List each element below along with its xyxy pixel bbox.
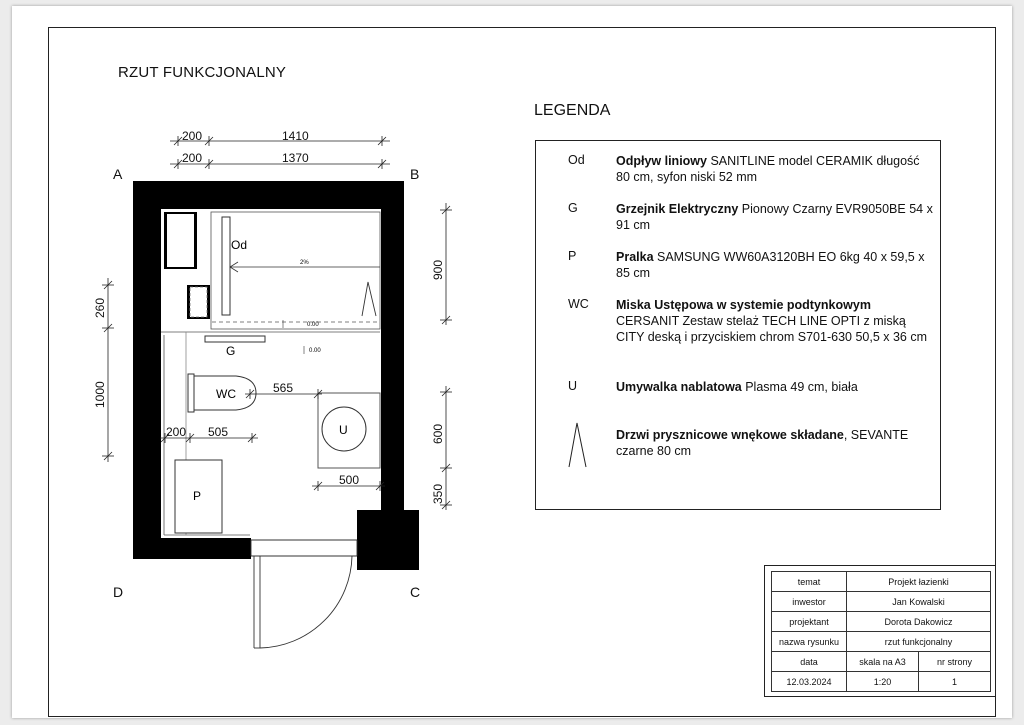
- dim-wc-565: 565: [273, 381, 294, 395]
- tb-footer-value: 1:20: [847, 672, 919, 692]
- title-block-table: [771, 571, 991, 692]
- legend-name: Pralka: [616, 250, 654, 264]
- tb-value: rzut funkcjonalny: [847, 632, 991, 652]
- legend-code: U: [568, 379, 578, 393]
- legend-code: G: [568, 201, 578, 215]
- corner-a: A: [113, 166, 123, 182]
- corner-c: C: [410, 584, 421, 600]
- entry-door: [251, 540, 357, 648]
- tb-value: Jan Kowalski: [847, 592, 991, 612]
- legend-code: P: [568, 249, 577, 263]
- legend-name: Drzwi prysznicowe wnękowe składane: [616, 428, 844, 442]
- dim-top1-200: 200: [182, 129, 203, 143]
- dim-right-600: 600: [431, 423, 445, 444]
- label-od: Od: [231, 238, 248, 252]
- label-g: G: [226, 344, 236, 358]
- tb-label: inwestor: [772, 592, 847, 612]
- tb-footer-label: data: [772, 652, 847, 672]
- shower-door: [362, 282, 376, 316]
- tb-value: Dorota Dakowicz: [847, 612, 991, 632]
- dim-right-350: 350: [431, 483, 445, 504]
- label-wc: WC: [216, 387, 236, 401]
- tb-label: temat: [772, 572, 847, 592]
- legend-desc: SANITLINE model CERAMIK długość 80 cm, syfon niski 52 mm: [616, 154, 920, 184]
- tb-footer-label: nr strony: [919, 652, 991, 672]
- dim-int-200: 200: [166, 425, 187, 439]
- tb-footer-label: skala na A3: [847, 652, 919, 672]
- tb-footer-value: 12.03.2024: [772, 672, 847, 692]
- radiator-g: [205, 336, 265, 342]
- legend-name: Grzejnik Elektryczny: [616, 202, 739, 216]
- shower-door-icon: [566, 421, 590, 471]
- tb-footer-value: 1: [919, 672, 991, 692]
- tb-label: projektant: [772, 612, 847, 632]
- legend-code: WC: [568, 297, 589, 311]
- legend-desc: CERSANIT Zestaw stelaż TECH LINE OPTI z miską CITY deską i przyciskiem chrom S701-630 50,5 x 36 cm: [616, 314, 928, 344]
- legend-name: Odpływ liniowy: [616, 154, 707, 168]
- drain-od: [222, 217, 230, 315]
- drawing-title: RZUT FUNKCJONALNY: [118, 64, 287, 81]
- dim-left-260: 260: [93, 297, 107, 318]
- dim-left-1000: 1000: [93, 381, 107, 408]
- legend-desc: SAMSUNG WW60A3120BH EO 6kg 40 x 59,5 x 85 cm: [616, 250, 925, 280]
- dim-top2-200: 200: [182, 151, 203, 165]
- legend-name: Umywalka nablatowa: [616, 380, 742, 394]
- tb-label: nazwa rysunku: [772, 632, 847, 652]
- dim-u-500: 500: [339, 473, 360, 487]
- title-block: [764, 565, 996, 697]
- legend-name: Miska Ustępowa w systemie podtynkowym: [616, 298, 871, 312]
- tb-value: Projekt łazienki: [847, 572, 991, 592]
- legend-desc: Plasma 49 cm, biała: [741, 380, 858, 394]
- label-u: U: [339, 423, 348, 437]
- legend-code: Od: [568, 153, 585, 167]
- legend-box: [535, 140, 941, 510]
- slope-label: 2%: [300, 260, 309, 266]
- legend-heading: LEGENDA: [534, 102, 611, 119]
- dim-top1-1410: 1410: [282, 129, 309, 143]
- legend-desc: , SEVANTE czarne 80 cm: [616, 428, 909, 458]
- level-mark-2: 0.00: [309, 348, 321, 354]
- dim-int-505: 505: [208, 425, 229, 439]
- dim-top2-1370: 1370: [282, 151, 309, 165]
- label-p: P: [193, 489, 202, 503]
- legend-desc: Pionowy Czarny EVR9050BE 54 x 91 cm: [616, 202, 933, 232]
- level-mark-1: 0.00: [307, 322, 319, 328]
- corner-d: D: [113, 584, 124, 600]
- dim-right-900: 900: [431, 259, 445, 280]
- corner-b: B: [410, 166, 420, 182]
